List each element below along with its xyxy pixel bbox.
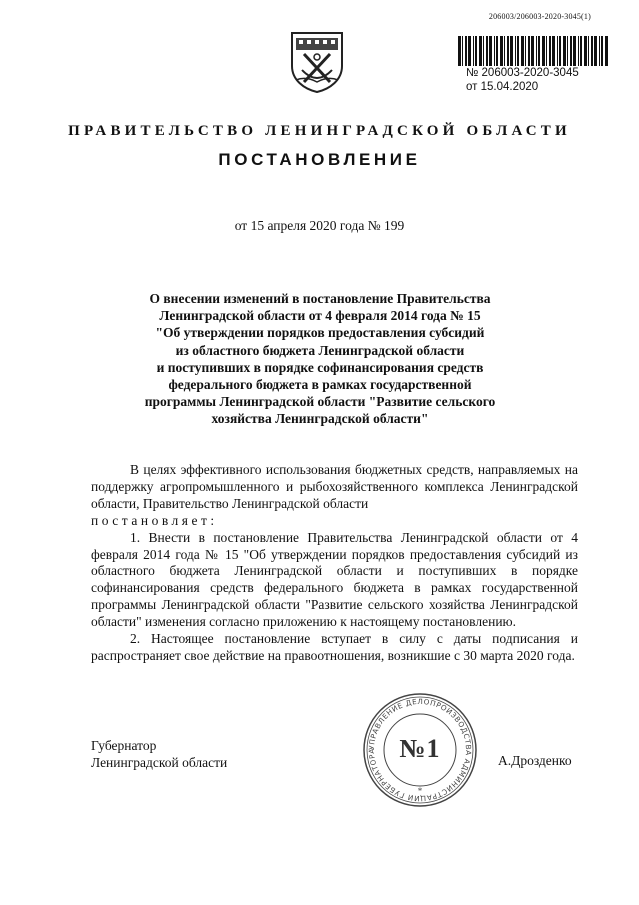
- svg-text:УПРАВЛЕНИЕ ДЕЛОПРОИЗВОДСТВА АД: УПРАВЛЕНИЕ ДЕЛОПРОИЗВОДСТВА АДМИНИСТРАЦИИ ГУБЕРНАТОРА: [366, 696, 474, 804]
- document-date-number: от 15 апреля 2020 года № 199: [234, 218, 405, 233]
- position-line: Ленинградской области: [91, 755, 228, 770]
- official-seal: [362, 690, 478, 810]
- registration-date: от 15.04.2020: [466, 81, 539, 93]
- title-line: О внесении изменений в постановление Правительства: [149, 291, 491, 306]
- signatory-name: А.Дрозденко: [498, 753, 572, 768]
- item-2-paragraph: 2. Настоящее постановление вступает в силу с даты подписания и распространяет свое действие на правоотношения, возникшие с 30 марта 2020 года.: [91, 631, 578, 663]
- title-line: федерального бюджета в рамках государственной: [168, 377, 472, 393]
- title-line: хозяйства Ленинградской области": [211, 411, 429, 427]
- title-line: из областного бюджета Ленинградской области: [175, 342, 465, 358]
- title-line: и поступивших в порядке софинансирования средств: [156, 359, 484, 375]
- document-type: ПОСТАНОВЛЕНИЕ: [218, 150, 421, 169]
- item-1-paragraph: 1. Внести в постановление Правительства Ленинградской области от 4 февраля 2014 года № 15 "Об утверждении порядков предоставления субсидий из областного бюджета Ленинградской области и поступивших в порядке софинансирования средств федерального бюджета в рамках государственной программы Ленинградской области "Развитие сельского хозяйства Ленинградской области" изменения согласно приложению к настоящему постановлению.: [91, 529, 578, 630]
- decree-word: постановляет:: [91, 512, 218, 528]
- document-code: 206003/206003-2020-3045(1): [488, 12, 591, 21]
- title-line: Ленинградской области от 4 февраля 2014 года № 15: [159, 308, 481, 324]
- intro-paragraph: В целях эффективного использования бюджетных средств, направляемых на поддержку агропромышленного и рыбохозяйственного комплекса Ленинградской области, Правительство Ленинградской области: [91, 462, 578, 511]
- signatory-position: [91, 737, 227, 771]
- document-body: [91, 462, 578, 665]
- title-line: "Об утверждении порядков предоставления субсидий: [155, 325, 485, 341]
- seal-number: №1: [399, 734, 441, 763]
- registration-number: № 206003-2020-3045: [466, 67, 579, 79]
- registration-info: [466, 66, 579, 94]
- government-name: ПРАВИТЕЛЬСТВО ЛЕНИНГРАДСКОЙ ОБЛАСТИ: [68, 123, 571, 139]
- title-line: программы Ленинградской области "Развитие сельского: [144, 394, 496, 410]
- document-title: [110, 290, 530, 428]
- barcode-icon: [456, 36, 608, 66]
- position-line: Губернатор: [91, 738, 157, 753]
- svg-text:*: *: [417, 786, 423, 796]
- coat-of-arms-icon: [288, 30, 346, 94]
